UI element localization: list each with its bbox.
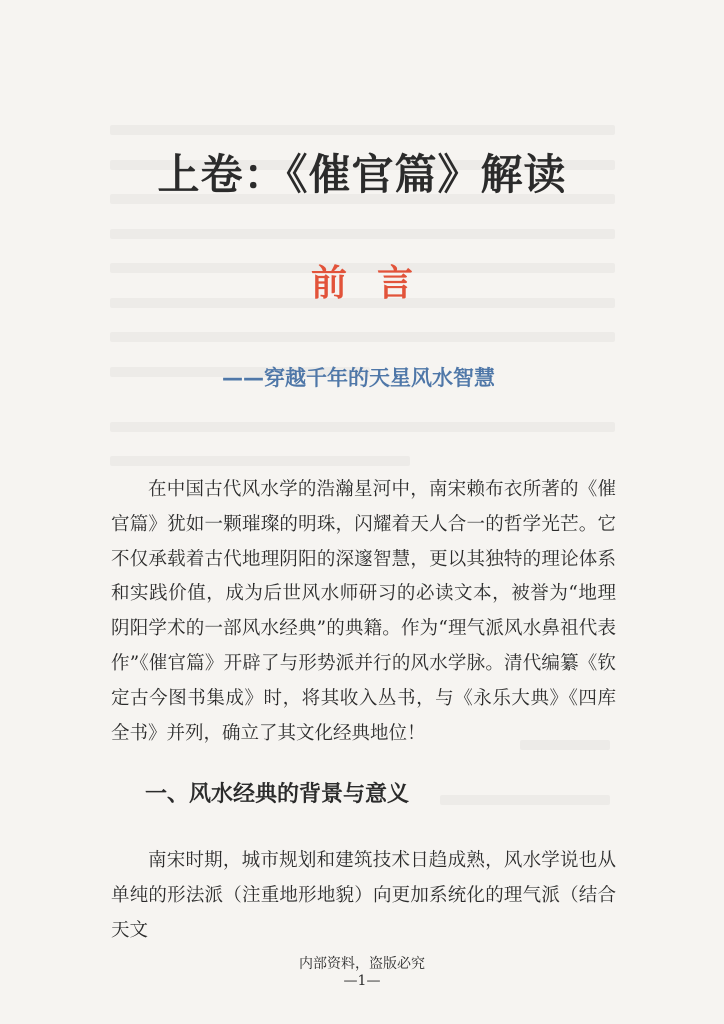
- intro-paragraph: 在中国古代风水学的浩瀚星河中，南宋赖布衣所著的《催官篇》犹如一颗璀璨的明珠，闪耀着天人合一的哲学光芒。它不仅承载着古代地理阴阳的深邃智慧，更以其独特的理论体系和实践价值，成为后世风水师研习的必读文本，被誉为“地理阴阳学术的一部风水经典”的典籍。作为“理气派风水鼻祖代表作”《催官篇》开辟了与形势派并行的风水学脉。清代编纂《钦定古今图书集成》时，将其收入丛书，与《永乐大典》《四库全书》并列，确立了其文化经典地位！: [111, 479, 616, 744]
- bleed-through-line: [110, 125, 615, 135]
- preface-heading: 前言: [310, 263, 443, 304]
- bleed-through-line: [440, 795, 610, 805]
- footer-note: 内部资料，盗版必究: [299, 956, 425, 972]
- page-title: 上卷：《催官篇》解读: [157, 150, 567, 199]
- bleed-through-line: [110, 456, 410, 466]
- bleed-through-line: [110, 229, 615, 239]
- section-paragraph: 南宋时期，城市规划和建筑技术日趋成熟，风水学说也从单纯的形法派（注重地形地貌）向更加系统化的理气派（结合天文: [111, 850, 616, 941]
- section-heading: 一、风水经典的背景与意义: [145, 782, 410, 807]
- preface-subtitle: ——穿越千年的天星风水智慧: [222, 366, 495, 390]
- page-number: —1—: [343, 973, 381, 989]
- bleed-through-line: [110, 422, 615, 432]
- bleed-through-line: [110, 332, 615, 342]
